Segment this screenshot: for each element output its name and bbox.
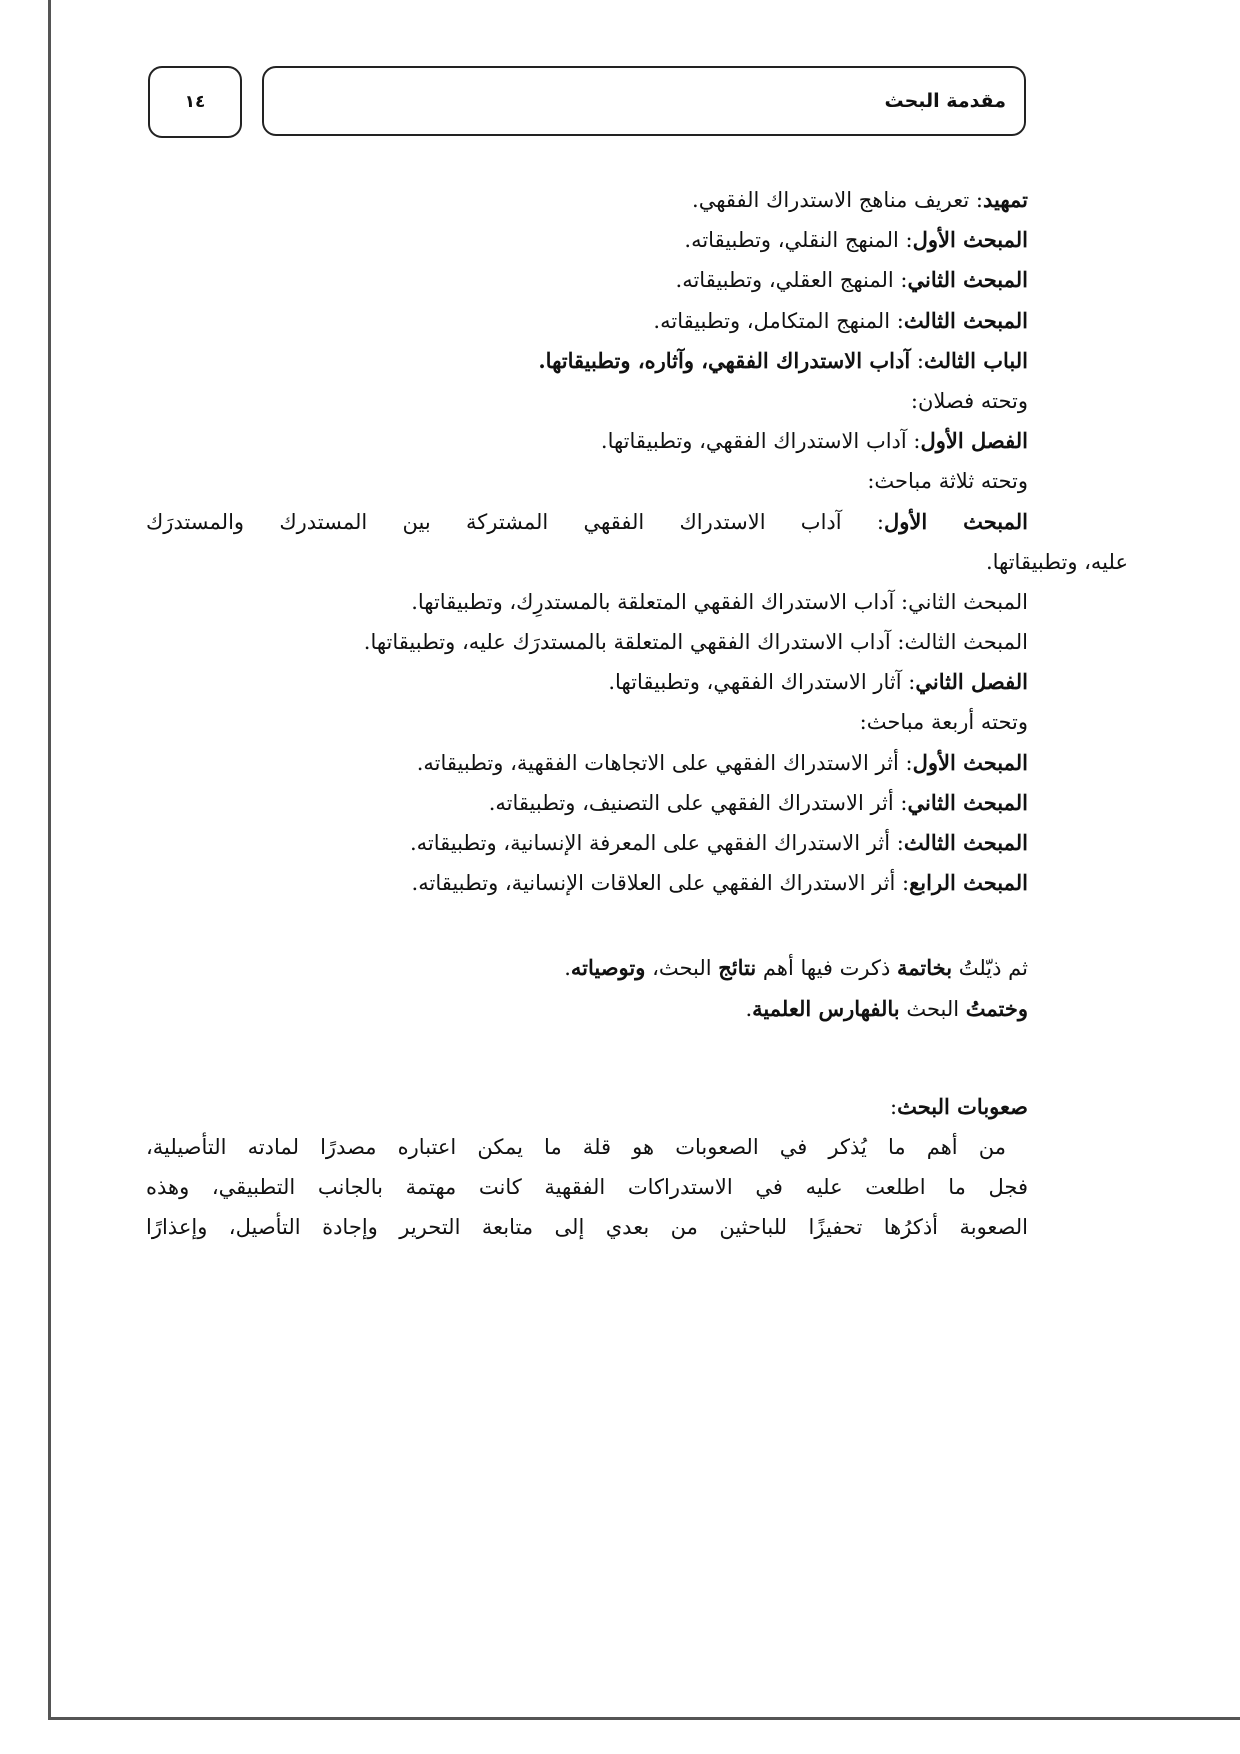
page-frame-bottom-border [48, 1717, 1240, 1720]
outline-line [146, 381, 1028, 421]
page-frame-left-border [48, 0, 51, 1720]
text-run: ذكرت فيها أهم [756, 956, 897, 981]
outline-separator: : [910, 348, 924, 373]
outline-line [146, 863, 1028, 903]
spacer [146, 1029, 1028, 1087]
outline-heading: الفصل الأول [920, 428, 1028, 454]
outline-line [146, 502, 1028, 542]
outline-line [146, 783, 1028, 823]
outline-text: المبحث الثاني: آداب الاستدراك الفقهي المتعلقة بالمستدرِك، وتطبيقاتها. [411, 589, 1028, 614]
outline-line [146, 823, 1028, 863]
outline-heading: المبحث الثالث [903, 830, 1028, 855]
text-run-bold: بالفهارس العلمية [752, 995, 900, 1021]
outline-line [146, 662, 1028, 702]
text-run: البحث [899, 996, 966, 1021]
outline-text: المبحث الثالث: آداب الاستدراك الفقهي المتعلقة بالمستدرَك عليه، وتطبيقاتها. [363, 630, 1028, 655]
outline-separator: : [898, 228, 913, 253]
outline-text: أثر الاستدراك الفقهي على الاتجاهات الفقهية، وتطبيقاته. [416, 750, 899, 775]
outline-separator: : [893, 790, 908, 815]
outline-heading: المبحث الرابع [909, 870, 1028, 896]
paragraph-line: من أهم ما يُذكر في الصعوبات هو قلة ما يمكن اعتباره مصدرًا لمادته التأصيلية، [146, 1134, 1006, 1159]
outline-line [146, 702, 1028, 742]
outline-line [146, 341, 1028, 381]
outline-text: آداب الاستدراك الفقهي، وآثاره، وتطبيقاتها. [538, 347, 911, 373]
spacer [146, 903, 1028, 948]
page-body [146, 180, 1128, 1248]
outline-text: المنهج النقلي، وتطبيقاته. [684, 228, 899, 253]
outline-line [146, 622, 1028, 662]
running-header-box [262, 66, 1026, 136]
outline-heading: تمهيد [982, 187, 1028, 212]
outline-heading: المبحث الأول [912, 227, 1028, 253]
text-run-bold: وتوصياته [570, 955, 646, 981]
outline-text: عليه، وتطبيقاتها. [985, 549, 1128, 574]
outline-text: آثار الاستدراك الفقهي، وتطبيقاتها. [608, 670, 902, 695]
heading-text: صعوبات البحث [897, 1093, 1028, 1119]
outline-line [146, 461, 1028, 501]
page-number: ١٤ [184, 92, 206, 112]
text-run: . [745, 996, 753, 1021]
conclusion-line-1 [146, 948, 1028, 988]
running-header-title: مقدمة البحث [884, 90, 1006, 112]
heading-colon: : [890, 1094, 898, 1119]
outline-text: وتحته أربعة مباحث: [859, 710, 1028, 735]
outline-heading: الفصل الثاني [915, 669, 1028, 695]
difficulties-heading [146, 1087, 1028, 1127]
outline-heading: المبحث الثاني [907, 789, 1028, 815]
text-run-bold: بخاتمة [897, 955, 953, 981]
text-run: . [564, 956, 571, 981]
outline-separator: : [895, 871, 910, 896]
outline-text: أثر الاستدراك الفقهي على التصنيف، وتطبيقاته. [488, 790, 894, 815]
outline-separator: : [893, 268, 908, 293]
outline-line [146, 421, 1028, 461]
conclusion-line-2 [146, 989, 1028, 1029]
outline-separator: : [969, 188, 983, 212]
outline-line [146, 180, 1028, 220]
outline-separator: : [890, 831, 904, 855]
outline-heading: المبحث الأول [883, 508, 1028, 534]
text-run-bold: نتائج [718, 955, 757, 981]
paragraph-line: فجل ما اطلعت عليه في الاستدراكات الفقهية كانت مهتمة بالجانب التطبيقي، وهذه [146, 1175, 1028, 1200]
outline-text: وتحته فصلان: [910, 388, 1028, 413]
outline-text: المنهج المتكامل، وتطبيقاته. [653, 308, 891, 333]
outline-heading: المبحث الثالث [903, 307, 1028, 333]
outline-text: المنهج العقلي، وتطبيقاته. [675, 268, 894, 293]
outline-text: أثر الاستدراك الفقهي على المعرفة الإنسانية، وتطبيقاته. [409, 831, 891, 855]
outline-separator: : [841, 509, 884, 534]
outline-line [146, 220, 1028, 260]
outline-text: وتحته ثلاثة مباحث: [867, 469, 1028, 494]
outline-line [146, 743, 1028, 783]
outline-line [146, 542, 1128, 582]
outline-line [146, 582, 1028, 622]
outline-line [146, 260, 1028, 300]
outline-separator: : [906, 429, 921, 454]
outline-text: تعريف مناهج الاستدراك الفقهي. [692, 188, 970, 212]
outline-text: أثر الاستدراك الفقهي على العلاقات الإنسانية، وتطبيقاته. [411, 871, 896, 896]
outline-text: آداب الاستدراك الفقهي المشتركة بين المستدرك والمستدرَك [146, 509, 842, 534]
outline-heading: الباب الثالث [923, 347, 1028, 373]
outline-separator: : [901, 670, 916, 695]
outline-text: آداب الاستدراك الفقهي، وتطبيقاتها. [600, 429, 907, 454]
outline-line [146, 301, 1028, 341]
paragraph-line: الصعوبة أذكرُها تحفيزًا للباحثين من بعدي إلى متابعة التحرير وإجادة التأصيل، وإعذارًا [146, 1215, 1028, 1240]
text-run: ثم ذيّلتُ [952, 956, 1028, 981]
page-number-box [148, 66, 242, 138]
outline-heading: المبحث الثاني [907, 267, 1028, 293]
outline-heading: المبحث الأول [912, 749, 1028, 775]
outline-separator: : [890, 308, 904, 333]
text-run-bold: وختمتُ [965, 995, 1028, 1021]
outline-separator: : [898, 750, 913, 775]
text-run: البحث، [645, 956, 719, 981]
